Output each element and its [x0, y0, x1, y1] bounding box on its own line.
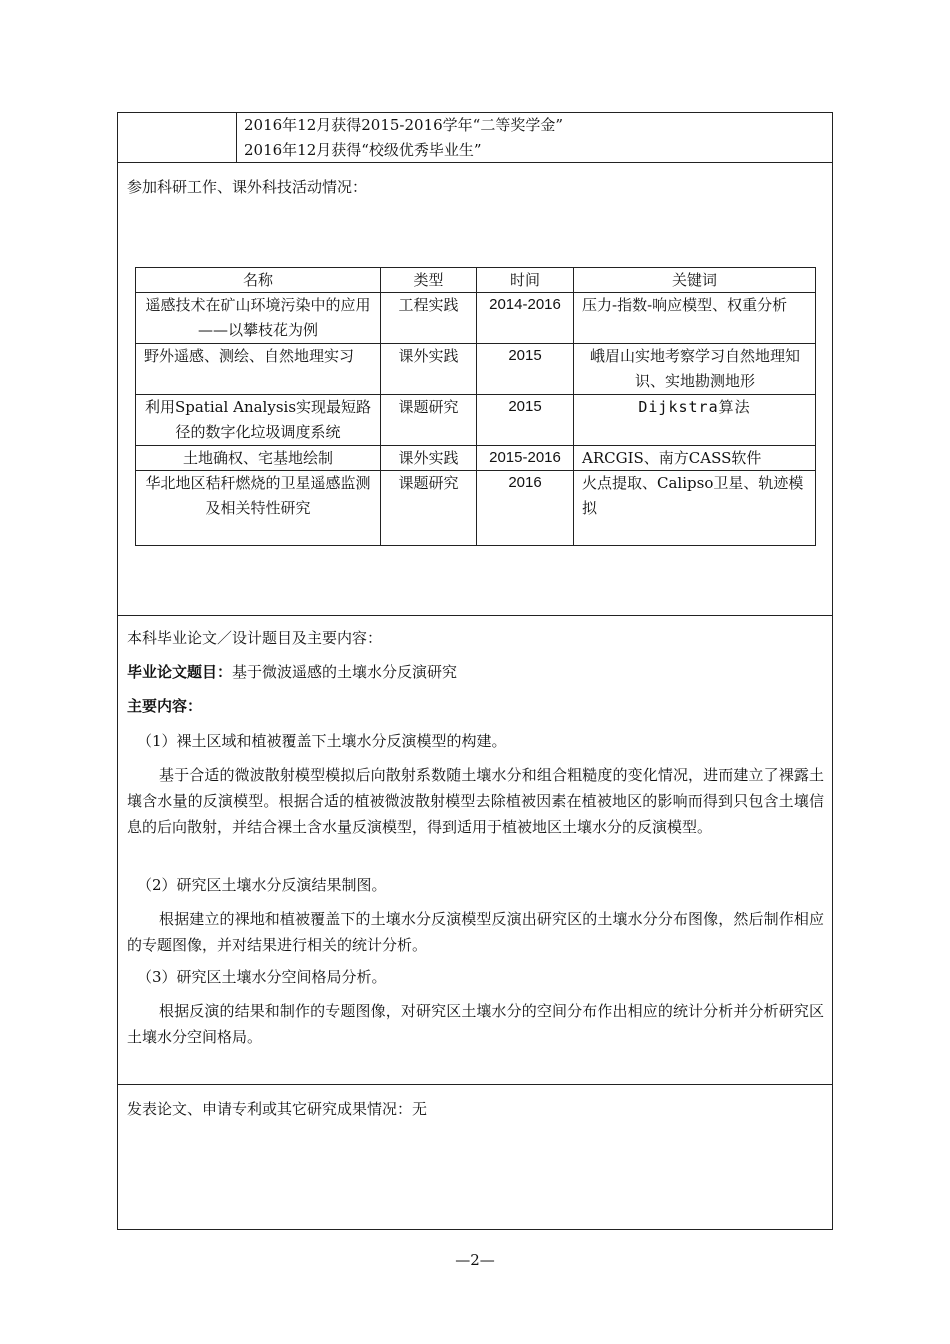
award-line-1: 2016年12月获得2015-2016学年“二等奖学金”: [244, 116, 564, 134]
table-cell-time: 2015-2016: [489, 449, 561, 466]
thesis-title-line: [127, 662, 457, 682]
table-cell-time: 2015: [508, 347, 542, 364]
publications-heading: 发表论文、申请专利或其它研究成果情况：无: [127, 1100, 428, 1118]
table-cell-name: 遥感技术在矿山环境污染中的应用——以攀枝花为例: [145, 296, 371, 339]
table-header-cell: 关键词: [671, 271, 717, 289]
table-header-cell: 名称: [242, 271, 273, 289]
content-item-3: （3）研究区土壤水分空间格局分析。: [137, 968, 387, 986]
table-border-right: [815, 267, 816, 546]
content-paragraph-3: 根据反演的结果和制作的专题图像，对研究区土壤水分的空间分布作出相应的统计分析并分析研究区土壤水分空间格局。: [127, 1002, 824, 1046]
section-divider-3: [117, 1084, 833, 1085]
table-cell-keywords: ARCGIS、南方CASS软件: [582, 449, 762, 467]
table-cell-type: 工程实践: [398, 296, 459, 314]
content-item-2: （2）研究区土壤水分反演结果制图。: [137, 876, 387, 894]
content-paragraph-1: 基于合适的微波散射模型模拟后向散射系数随土壤水分和组合粗糙度的变化情况，进而建立了裸露土壤含水量的反演模型。根据合适的植被微波散射模型去除植被因素在植被地区的影响而得到只包含土壤信息的后向散射，并结合裸土含水量反演模型，得到适用于植被地区土壤水分的反演模型。: [127, 766, 824, 836]
table-cell-time: 2014-2016: [489, 296, 561, 313]
table-cell-name: 野外遥感、测绘、自然地理实习: [144, 347, 355, 365]
table-cell-keywords: 峨眉山实地考察学习自然地理知识、实地勘测地形: [589, 347, 800, 390]
frame-right: [832, 112, 833, 1230]
frame-left: [117, 112, 118, 1230]
table-cell-time: 2016: [508, 474, 542, 491]
table-cell-type: 课题研究: [398, 398, 459, 416]
frame-top: [117, 112, 833, 113]
table-cell-keywords: Dijkstra算法: [638, 398, 751, 416]
award-line-2: 2016年12月获得“校级优秀毕业生”: [244, 141, 482, 159]
thesis-title-label: 毕业论文题目：: [127, 663, 233, 681]
awards-column-divider: [236, 112, 237, 162]
table-cell-keywords: 火点提取、Calipso卫星、轨迹模拟: [582, 474, 804, 517]
page-number: —2—: [455, 1251, 495, 1269]
thesis-heading: 本科毕业论文／设计题目及主要内容：: [127, 629, 383, 647]
table-header-cell: 时间: [509, 271, 540, 289]
table-border-left: [135, 267, 136, 546]
section-divider-1: [117, 162, 833, 163]
table-cell-name: 土地确权、宅基地绘制: [182, 449, 333, 467]
table-cell-type: 课题研究: [398, 474, 459, 492]
table-header-cell: 类型: [413, 271, 444, 289]
table-cell-time: 2015: [508, 398, 542, 415]
content-item-1: （1）裸土区域和植被覆盖下土壤水分反演模型的构建。: [137, 732, 507, 750]
table-cell-name: 华北地区秸秆燃烧的卫星遥感监测及相关特性研究: [145, 474, 371, 517]
table-cell-keywords: 压力-指数-响应模型、权重分析: [582, 296, 788, 314]
frame-bottom: [117, 1229, 833, 1230]
thesis-title-value: 基于微波遥感的土壤水分反演研究: [232, 663, 458, 681]
research-heading: 参加科研工作、课外科技活动情况：: [127, 178, 368, 196]
section-divider-2: [117, 615, 833, 616]
table-cell-type: 课外实践: [398, 449, 459, 467]
table-cell-type: 课外实践: [398, 347, 459, 365]
content-paragraph-2: 根据建立的裸地和植被覆盖下的土壤水分反演模型反演出研究区的土壤水分分布图像，然后制作相应的专题图像，并对结果进行相关的统计分析。: [127, 910, 824, 954]
main-content-label: 主要内容：: [127, 697, 203, 715]
table-cell-name: 利用Spatial Analysis实现最短路径的数字化垃圾调度系统: [144, 398, 372, 441]
